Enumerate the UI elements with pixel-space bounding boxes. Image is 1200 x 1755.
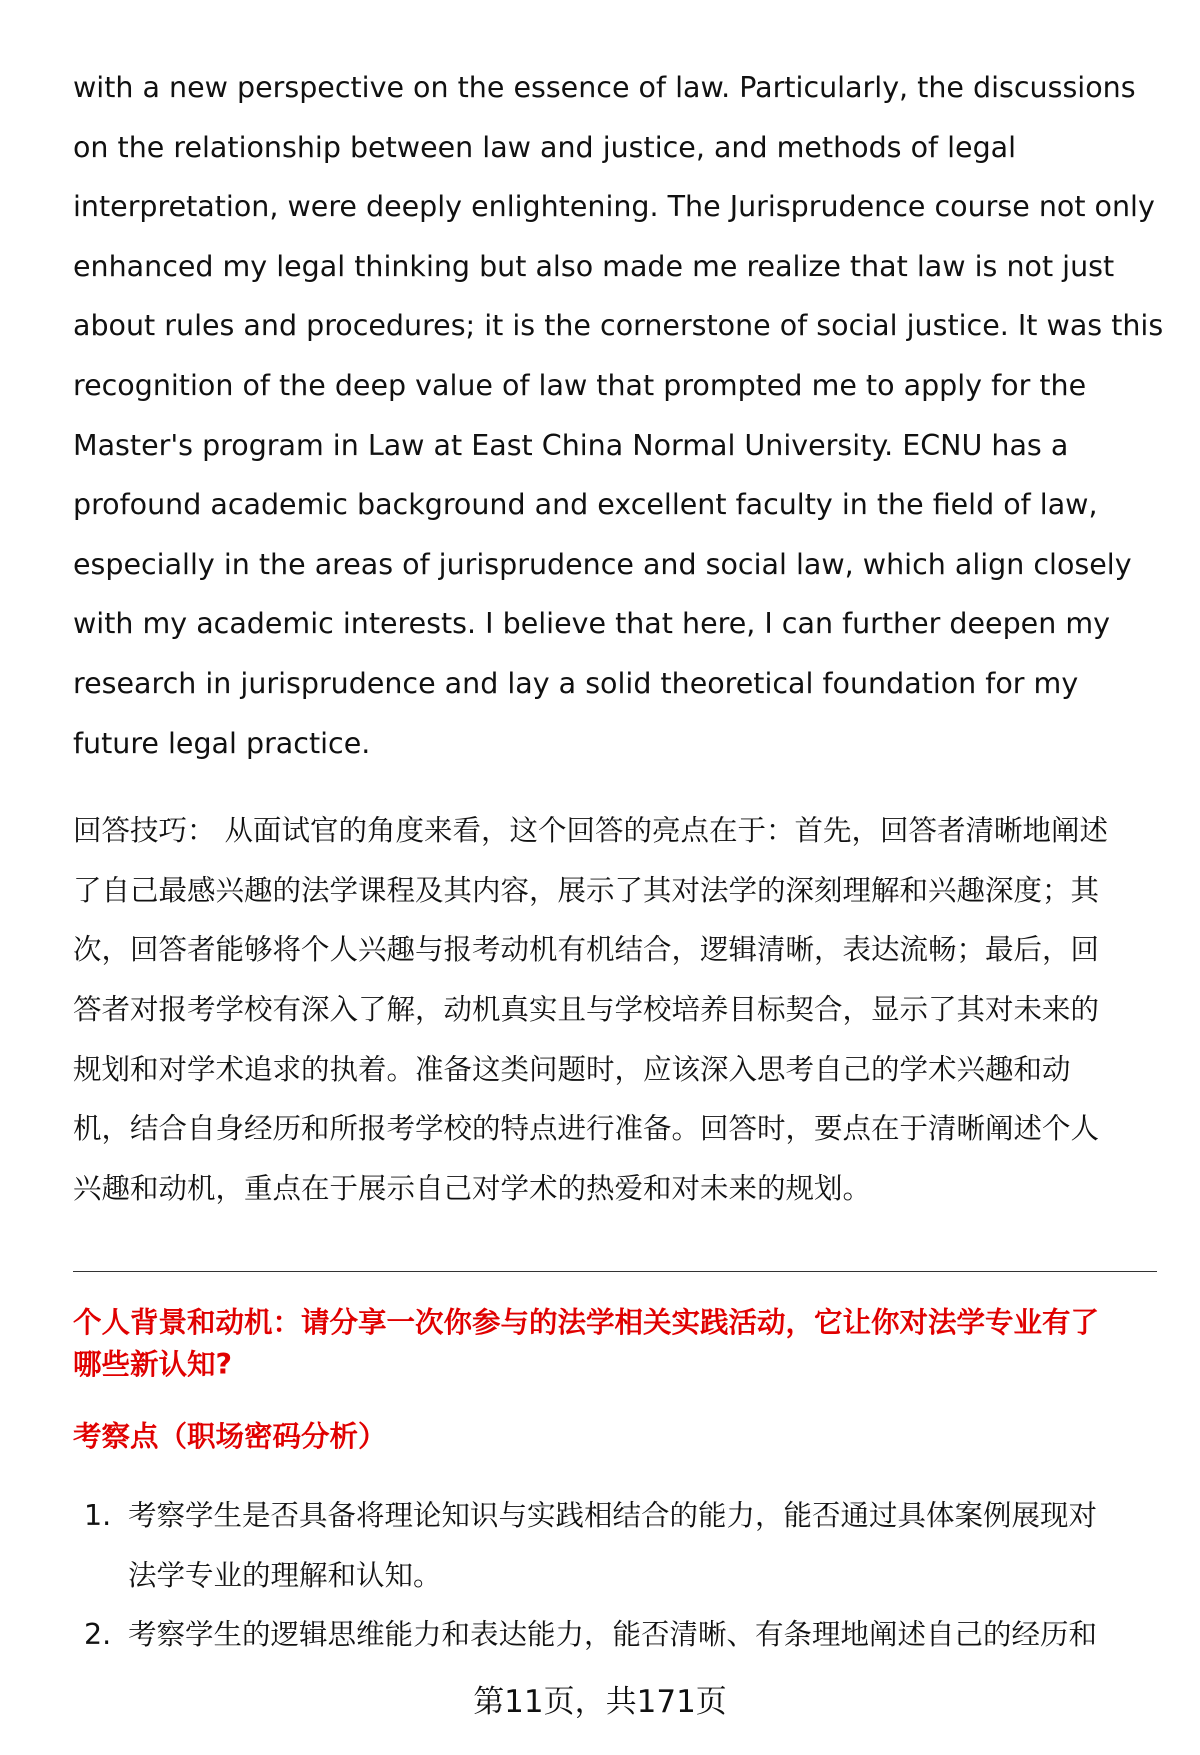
text-line: 规划和对学术追求的执着。准备这类问题时，应该深入思考自己的学术兴趣和动: [73, 1052, 1071, 1086]
text-line: 了自己最感兴趣的法学课程及其内容，展示了其对法学的深刻理解和兴趣深度；其: [73, 873, 1100, 907]
list-item: [84, 1605, 1174, 1665]
text-line: recognition of the deep value of law that prompted me to apply for the: [73, 368, 1087, 402]
body-paragraph: [73, 58, 1164, 773]
text-line: Master's program in Law at East China Normal University. ECNU has a: [73, 428, 1069, 462]
text-line: future legal practice.: [73, 726, 371, 760]
subheading: 考察点（职场密码分析）: [73, 1420, 387, 1453]
text-line: with my academic interests. I believe that here, I can further deepen my: [73, 607, 1110, 641]
text-line: about rules and procedures; it is the cornerstone of social justice. It was this: [73, 309, 1164, 343]
section-divider: [73, 1271, 1157, 1272]
text-line: 法学专业的理解和认知。: [128, 1558, 442, 1592]
question-heading: [73, 1302, 1163, 1386]
text-line: interpretation, were deeply enlightening. The Jurisprudence course not only: [73, 190, 1155, 224]
text-line: 个人背景和动机：请分享一次你参与的法学相关实践活动，它让你对法学专业有了: [73, 1306, 1100, 1339]
text-line: 兴趣和动机，重点在于展示自己对学术的热爱和对未来的规划。: [73, 1171, 872, 1205]
text-line: profound academic background and excellent faculty in the field of law,: [73, 488, 1098, 522]
page-number: 第11页，共171页: [473, 1684, 727, 1720]
text-line: especially in the areas of jurisprudence and social law, which align closely: [73, 547, 1132, 581]
page-content: [73, 58, 1164, 1218]
text-line: with a new perspective on the essence of law. Particularly, the discussions: [73, 71, 1136, 104]
text-line: 哪些新认知?: [73, 1348, 233, 1381]
text-line: 考察学生是否具备将理论知识与实践相结合的能力，能否通过具体案例展现对: [128, 1499, 1098, 1532]
list-number: 1.: [84, 1499, 112, 1532]
list-number: 2.: [84, 1618, 112, 1652]
list-item: [84, 1486, 1174, 1605]
text-line: enhanced my legal thinking but also made me realize that law is not just: [73, 249, 1115, 283]
answer-tips: [73, 801, 1159, 1218]
text-line: research in jurisprudence and lay a solid theoretical foundation for my: [73, 666, 1079, 700]
text-line: 回答技巧： 从面试官的角度来看，这个回答的亮点在于：首先，回答者清晰地阐述: [73, 814, 1109, 848]
text-line: 考察学生的逻辑思维能力和表达能力，能否清晰、有条理地阐述自己的经历和: [128, 1618, 1098, 1652]
text-line: 机，结合自身经历和所报考学校的特点进行准备。回答时，要点在于清晰阐述个人: [73, 1112, 1100, 1146]
text-line: on the relationship between law and justice, and methods of legal: [73, 130, 1017, 164]
text-line: 答者对报考学校有深入了解，动机真实且与学校培养目标契合，显示了其对未来的: [73, 992, 1100, 1026]
numbered-list: [84, 1486, 1174, 1665]
text-line: 次，回答者能够将个人兴趣与报考动机有机结合，逻辑清晰，表达流畅；最后，回: [73, 933, 1100, 967]
